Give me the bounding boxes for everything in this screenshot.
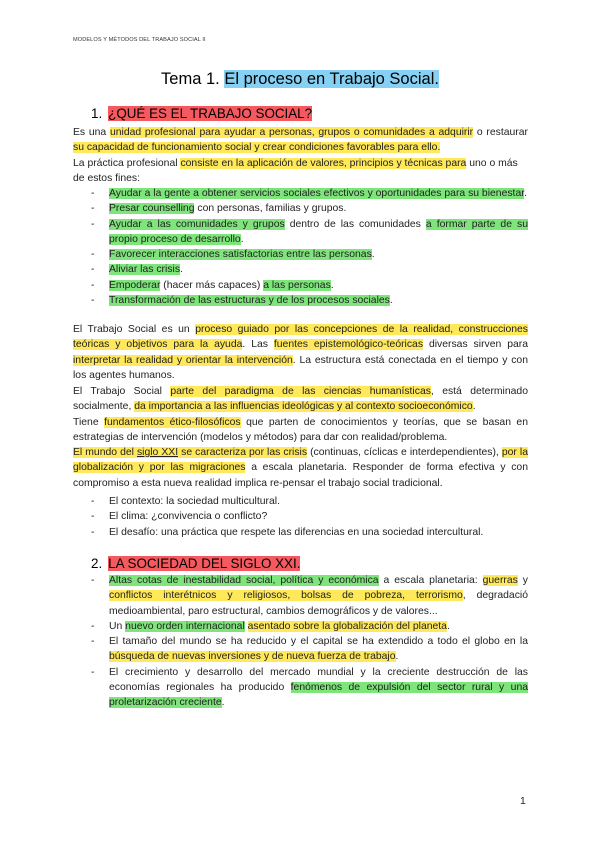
paragraph-process: El Trabajo Social es un proceso guiado por las concepciones de la realidad, construcciones teóricas y objetivos para la ayuda. Las fuentes epistemológico-teóricas diversas sirven para interpretar la realidad y orientar la intervención. La estructura está conectada en el tiempo y con los agentes humanos. [73, 324, 528, 381]
retos-list [73, 494, 528, 540]
list-item: - El contexto: la sociedad multicultural. [91, 496, 280, 507]
page-title [0, 70, 600, 89]
page-number: 1 [520, 796, 526, 807]
paragraph-definition: Es una unidad profesional para ayudar a personas, grupos o comunidades a adquirir o restaurar su capacidad de funcionamiento social y crear condiciones favorables para ello. [73, 127, 528, 154]
paragraph-siglo-xxi: El mundo del siglo XXI se caracteriza por las crisis (continuas, cíclicas e interdependientes), por la globalización y por las migraciones a escala planetaria. Responder de forma efectiva y con compromiso a esta nueva realidad implica re-pensar el trabajo social tradicional. [73, 447, 528, 489]
fines-list [73, 186, 528, 308]
paragraph-paradigm: El Trabajo Social parte del paradigma de las ciencias humanísticas, está determinado socialmente, da importancia a las influencias ideológicas y al contexto socioeconómico. Tiene fundamentos ético-filosóficos que parten de conocimientos y teorías, que se basan en estrategias de intervención (modelos y métodos) para dar con realidad/problema. [73, 386, 528, 443]
title-prefix: Tema 1. [161, 70, 225, 88]
list-item: - El tamaño del mundo se ha reducido y el capital se ha extendido a todo el globo en la búsqueda de nuevas inversiones y de nueva fuerza de trabajo. [91, 636, 528, 663]
list-item: - Favorecer interacciones satisfactorias entre las personas. [91, 249, 375, 261]
list-item: - El crecimiento y desarrollo del mercado mundial y la creciente destrucción de las economías regionales ha producido fenómenos de expulsión del sector rural y una proletarización creciente. [91, 666, 528, 709]
list-item: - El desafío: una práctica que respete las diferencias en una sociedad intercultural. [91, 526, 484, 538]
section-1-title: ¿QUÉ ES EL TRABAJO SOCIAL? [108, 106, 313, 121]
section-1-intro [73, 125, 528, 186]
list-item: - El clima: ¿convivencia o conflicto? [91, 511, 268, 523]
section-2-heading [91, 556, 300, 571]
list-item: - Aliviar las crisis. [91, 264, 183, 276]
list-item: - Ayudar a la gente a obtener servicios sociales efectivos y oportunidades para su bienestar. [91, 188, 527, 199]
list-item: - Presar counselling con personas, familias y grupos. [91, 203, 347, 215]
list-item: - Ayudar a las comunidades y grupos dentro de las comunidades a formar parte de su propio proceso de desarrollo. [91, 218, 528, 245]
paragraph-practice: La práctica profesional consiste en la aplicación de valores, principios y técnicas para uno o más de estos fines: [73, 157, 518, 184]
list-item: - Un nuevo orden internacional asentado sobre la globalización del planeta. [91, 620, 450, 632]
title-highlight: El proceso en Trabajo Social. [224, 70, 439, 88]
siglo-xxi-list [73, 573, 528, 711]
list-item: - Empoderar (hacer más capaces) a las personas. [91, 279, 334, 291]
list-item: - Transformación de las estructuras y de los procesos sociales. [91, 295, 393, 307]
section-2-title: LA SOCIEDAD DEL SIGLO XXI. [108, 556, 301, 571]
section-2-number: 2. [91, 556, 103, 571]
list-item: - Altas cotas de inestabilidad social, política y económica a escala planetaria: guerras y conflictos interétnicos y religiosos, bolsas de pobreza, terrorismo, degradació medioambiental, paro estructural, cambios demográficos y de valores... [91, 575, 528, 617]
section-1-heading [91, 106, 312, 121]
section-1-number: 1. [91, 106, 103, 121]
running-header: MODELOS Y MÉTODOS DEL TRABAJO SOCIAL II [73, 37, 206, 43]
